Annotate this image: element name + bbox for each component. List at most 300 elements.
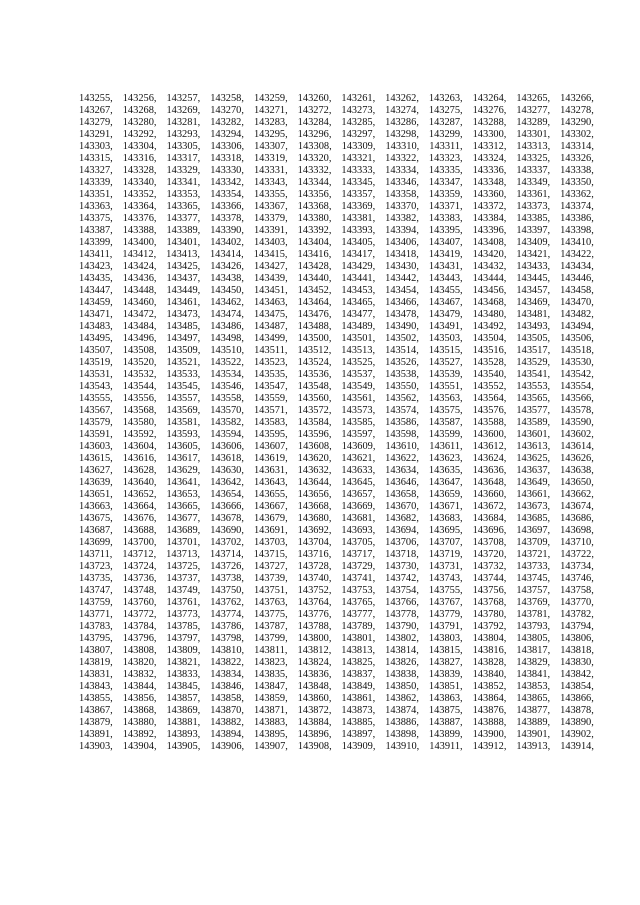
number-row — [79, 705, 594, 717]
number-item: 143713, — [166, 549, 200, 560]
number-item: 143643, — [253, 477, 288, 488]
number-item: 143689, — [166, 525, 201, 536]
number-item: 143599, — [428, 429, 463, 440]
number-item: 143323, — [428, 153, 463, 164]
number-item: 143495, — [79, 333, 113, 344]
number-item: 143523, — [253, 357, 288, 368]
number-item: 143265, — [516, 93, 551, 104]
number-item: 143734, — [560, 561, 594, 572]
number-item: 143770, — [560, 597, 594, 608]
number-item: 143601, — [516, 429, 551, 440]
number-item: 143296, — [297, 129, 332, 140]
number-item: 143777, — [341, 609, 376, 620]
number-item: 143876, — [472, 705, 507, 716]
number-row — [79, 609, 594, 621]
number-item: 143873, — [341, 705, 376, 716]
number-item: 143570, — [210, 405, 244, 416]
number-item: 143779, — [428, 609, 463, 620]
number-item: 143264, — [472, 93, 507, 104]
number-item: 143539, — [428, 369, 463, 380]
number-item: 143825, — [341, 657, 376, 668]
number-item: 143704, — [297, 537, 332, 548]
number-item: 143667, — [253, 501, 288, 512]
number-item: 143431, — [428, 261, 463, 272]
number-item: 143653, — [166, 489, 201, 500]
number-item: 143572, — [297, 405, 332, 416]
number-item: 143747, — [79, 585, 113, 596]
number-item: 143578, — [560, 405, 594, 416]
number-item: 143613, — [516, 441, 551, 452]
number-item: 143897, — [341, 729, 376, 740]
number-item: 143456, — [472, 285, 507, 296]
number-item: 143665, — [166, 501, 201, 512]
number-item: 143527, — [428, 357, 463, 368]
number-item: 143846, — [210, 681, 244, 692]
number-item: 143798, — [210, 633, 244, 644]
number-item: 143868, — [122, 705, 157, 716]
number-item: 143687, — [79, 525, 113, 536]
number-item: 143443, — [428, 273, 463, 284]
number-item: 143260, — [297, 93, 332, 104]
number-item: 143354, — [210, 189, 244, 200]
number-item: 143590, — [560, 417, 594, 428]
number-item: 143395, — [428, 225, 463, 236]
number-item: 143586, — [385, 417, 419, 428]
number-row — [79, 453, 594, 465]
number-item: 143278, — [560, 105, 594, 116]
number-row — [79, 345, 594, 357]
number-item: 143797, — [166, 633, 201, 644]
number-item: 143700, — [122, 537, 157, 548]
number-item: 143554, — [560, 381, 594, 392]
number-item: 143435, — [79, 273, 113, 284]
number-item: 143299, — [428, 129, 463, 140]
number-item: 143286, — [385, 117, 419, 128]
number-item: 143562, — [385, 393, 419, 404]
number-item: 143699, — [79, 537, 113, 548]
number-item: 143330, — [210, 165, 244, 176]
number-item: 143751, — [253, 585, 288, 596]
number-item: 143744, — [472, 573, 507, 584]
number-item: 143839, — [428, 669, 463, 680]
number-item: 143452, — [297, 285, 332, 296]
number-item: 143392, — [297, 225, 332, 236]
number-item: 143564, — [472, 393, 507, 404]
number-item: 143313, — [516, 141, 551, 152]
number-item: 143845, — [166, 681, 201, 692]
number-item: 143454, — [385, 285, 419, 296]
number-item: 143290, — [560, 117, 594, 128]
number-item: 143526, — [385, 357, 419, 368]
number-item: 143326, — [560, 153, 594, 164]
number-item: 143827, — [428, 657, 463, 668]
number-item: 143385, — [516, 213, 551, 224]
number-item: 143589, — [516, 417, 551, 428]
number-item: 143826, — [385, 657, 419, 668]
number-item: 143760, — [122, 597, 157, 608]
number-item: 143511, — [254, 345, 288, 356]
number-row — [79, 477, 594, 489]
number-item: 143502, — [385, 333, 419, 344]
number-item: 143522, — [210, 357, 244, 368]
number-item: 143504, — [472, 333, 507, 344]
number-item: 143647, — [428, 477, 463, 488]
number-item: 143603, — [79, 441, 113, 452]
number-item: 143602, — [560, 429, 594, 440]
number-item: 143685, — [516, 513, 551, 524]
number-item: 143394, — [385, 225, 419, 236]
number-item: 143838, — [385, 669, 419, 680]
number-item: 143622, — [385, 453, 419, 464]
number-item: 143581, — [166, 417, 201, 428]
number-item: 143543, — [79, 381, 113, 392]
number-item: 143880, — [122, 717, 157, 728]
number-item: 143676, — [122, 513, 157, 524]
number-item: 143337, — [516, 165, 551, 176]
number-item: 143844, — [122, 681, 157, 692]
number-row — [79, 441, 594, 453]
number-item: 143335, — [428, 165, 463, 176]
number-item: 143552, — [472, 381, 507, 392]
number-item: 143781, — [516, 609, 551, 620]
number-item: 143441, — [341, 273, 376, 284]
number-row — [79, 237, 594, 249]
number-item: 143729, — [341, 561, 376, 572]
number-item: 143398, — [560, 225, 594, 236]
number-item: 143767, — [428, 597, 463, 608]
number-item: 143465, — [341, 297, 376, 308]
number-item: 143551, — [428, 381, 463, 392]
number-item: 143573, — [341, 405, 376, 416]
number-item: 143701, — [166, 537, 201, 548]
number-item: 143471, — [79, 309, 113, 320]
number-item: 143258, — [210, 93, 244, 104]
number-item: 143753, — [341, 585, 376, 596]
number-item: 143353, — [166, 189, 201, 200]
number-item: 143651, — [79, 489, 113, 500]
number-item: 143615, — [79, 453, 113, 464]
number-item: 143862, — [385, 693, 419, 704]
number-item: 143575, — [428, 405, 463, 416]
number-item: 143338, — [560, 165, 594, 176]
number-item: 143414, — [209, 249, 244, 260]
number-item: 143637, — [516, 465, 551, 476]
number-item: 143315, — [79, 153, 113, 164]
number-row — [79, 717, 594, 729]
number-item: 143848, — [297, 681, 332, 692]
number-row — [79, 549, 594, 561]
number-item: 143627, — [79, 465, 113, 476]
number-item: 143730, — [385, 561, 419, 572]
number-item: 143871, — [253, 705, 288, 716]
number-item: 143810, — [210, 645, 245, 656]
number-item: 143819, — [79, 657, 113, 668]
number-item: 143776, — [297, 609, 332, 620]
number-item: 143745, — [516, 573, 551, 584]
number-item: 143322, — [385, 153, 419, 164]
number-item: 143432, — [472, 261, 507, 272]
number-item: 143623, — [428, 453, 463, 464]
number-item: 143533, — [166, 369, 201, 380]
number-item: 143813, — [341, 645, 376, 656]
number-item: 143520, — [122, 357, 157, 368]
number-item: 143596, — [297, 429, 332, 440]
number-item: 143383, — [428, 213, 463, 224]
number-item: 143327, — [79, 165, 113, 176]
number-item: 143574, — [385, 405, 419, 416]
number-item: 143835, — [253, 669, 288, 680]
number-item: 143898, — [385, 729, 419, 740]
number-item: 143634, — [385, 465, 419, 476]
number-item: 143399, — [79, 237, 113, 248]
number-item: 143773, — [166, 609, 201, 620]
number-row — [79, 261, 594, 273]
number-item: 143503, — [428, 333, 463, 344]
number-item: 143775, — [253, 609, 288, 620]
number-row — [79, 429, 594, 441]
number-item: 143735, — [79, 573, 113, 584]
number-item: 143351, — [79, 189, 113, 200]
number-item: 143403, — [253, 237, 288, 248]
number-item: 143705, — [341, 537, 376, 548]
number-item: 143343, — [253, 177, 288, 188]
number-item: 143524, — [297, 357, 332, 368]
number-item: 143769, — [516, 597, 551, 608]
number-item: 143339, — [79, 177, 113, 188]
number-item: 143352, — [122, 189, 157, 200]
number-item: 143433, — [516, 261, 551, 272]
number-row — [79, 537, 594, 549]
number-item: 143449, — [166, 285, 201, 296]
number-item: 143853, — [516, 681, 551, 692]
number-item: 143626, — [560, 453, 594, 464]
number-item: 143717, — [341, 549, 376, 560]
number-item: 143654, — [210, 489, 244, 500]
number-item: 143556, — [122, 393, 157, 404]
number-item: 143833, — [166, 669, 201, 680]
number-item: 143293, — [166, 129, 201, 140]
number-item: 143269, — [166, 105, 201, 116]
number-item: 143491, — [428, 321, 463, 332]
number-item: 143905, — [166, 741, 201, 752]
number-item: 143372, — [472, 201, 507, 212]
number-item: 143727, — [253, 561, 288, 572]
number-item: 143306, — [210, 141, 245, 152]
number-item: 143755, — [428, 585, 463, 596]
number-item: 143904, — [122, 741, 157, 752]
number-item: 143607, — [254, 441, 288, 452]
number-item: 143913, — [516, 741, 551, 752]
number-item: 143305, — [166, 141, 201, 152]
number-item: 143336, — [472, 165, 507, 176]
number-item: 143270, — [210, 105, 244, 116]
number-item: 143631, — [253, 465, 288, 476]
number-row — [79, 405, 594, 417]
number-item: 143477, — [341, 309, 376, 320]
number-item: 143867, — [79, 705, 113, 716]
number-row — [79, 561, 594, 573]
number-item: 143535, — [253, 369, 288, 380]
number-item: 143609, — [341, 441, 376, 452]
number-item: 143347, — [428, 177, 463, 188]
number-item: 143896, — [297, 729, 332, 740]
number-item: 143500, — [297, 333, 332, 344]
number-item: 143479, — [428, 309, 463, 320]
number-row — [79, 393, 594, 405]
number-item: 143267, — [79, 105, 113, 116]
number-item: 143793, — [516, 621, 551, 632]
number-item: 143459, — [79, 297, 113, 308]
number-row — [79, 225, 594, 237]
number-item: 143446, — [560, 273, 594, 284]
number-item: 143576, — [472, 405, 507, 416]
number-item: 143635, — [428, 465, 463, 476]
number-item: 143374, — [560, 201, 594, 212]
number-item: 143903, — [79, 741, 113, 752]
number-item: 143688, — [122, 525, 157, 536]
number-item: 143783, — [79, 621, 113, 632]
number-item: 143274, — [385, 105, 419, 116]
number-item: 143600, — [472, 429, 507, 440]
number-item: 143303, — [79, 141, 113, 152]
number-item: 143393, — [341, 225, 376, 236]
number-item: 143774, — [210, 609, 244, 620]
number-item: 143513, — [341, 345, 376, 356]
number-item: 143366, — [210, 201, 244, 212]
number-item: 143300, — [472, 129, 507, 140]
number-item: 143789, — [341, 621, 376, 632]
number-item: 143297, — [341, 129, 376, 140]
number-item: 143765, — [341, 597, 376, 608]
number-item: 143884, — [297, 717, 332, 728]
number-item: 143531, — [79, 369, 113, 380]
number-row — [79, 213, 594, 225]
number-item: 143448, — [122, 285, 157, 296]
number-item: 143809, — [166, 645, 201, 656]
number-item: 143425, — [166, 261, 201, 272]
number-row — [79, 177, 594, 189]
number-item: 143680, — [297, 513, 332, 524]
number-item: 143287, — [428, 117, 463, 128]
number-item: 143708, — [472, 537, 507, 548]
number-item: 143831, — [79, 669, 113, 680]
number-item: 143584, — [297, 417, 332, 428]
number-item: 143341, — [166, 177, 201, 188]
number-item: 143580, — [122, 417, 157, 428]
number-item: 143472, — [122, 309, 157, 320]
number-item: 143911, — [429, 741, 463, 752]
number-item: 143786, — [210, 621, 244, 632]
number-item: 143259, — [253, 93, 288, 104]
number-item: 143856, — [122, 693, 157, 704]
number-row — [79, 129, 594, 141]
number-item: 143370, — [385, 201, 419, 212]
number-item: 143489, — [341, 321, 376, 332]
number-item: 143645, — [341, 477, 376, 488]
number-row — [79, 585, 594, 597]
number-item: 143421, — [516, 249, 551, 260]
number-item: 143365, — [166, 201, 201, 212]
number-row — [79, 417, 594, 429]
number-item: 143598, — [385, 429, 419, 440]
number-item: 143629, — [166, 465, 201, 476]
number-item: 143542, — [560, 369, 594, 380]
number-item: 143614, — [560, 441, 594, 452]
number-item: 143514, — [385, 345, 419, 356]
number-item: 143593, — [166, 429, 201, 440]
number-item: 143909, — [341, 741, 376, 752]
number-item: 143888, — [472, 717, 507, 728]
number-item: 143800, — [297, 633, 332, 644]
number-item: 143423, — [79, 261, 113, 272]
number-item: 143611, — [429, 441, 463, 452]
number-item: 143429, — [341, 261, 376, 272]
number-item: 143763, — [253, 597, 288, 608]
number-item: 143787, — [253, 621, 288, 632]
number-item: 143683, — [428, 513, 463, 524]
number-item: 143750, — [210, 585, 244, 596]
number-row — [79, 93, 594, 105]
number-item: 143890, — [560, 717, 594, 728]
number-item: 143646, — [385, 477, 419, 488]
number-item: 143291, — [79, 129, 113, 140]
number-item: 143738, — [210, 573, 244, 584]
number-item: 143870, — [210, 705, 244, 716]
number-row — [79, 381, 594, 393]
number-item: 143824, — [297, 657, 332, 668]
number-item: 143389, — [166, 225, 201, 236]
number-item: 143816, — [472, 645, 507, 656]
number-item: 143859, — [253, 693, 288, 704]
number-item: 143388, — [122, 225, 157, 236]
number-item: 143649, — [516, 477, 551, 488]
number-item: 143364, — [122, 201, 157, 212]
number-item: 143821, — [166, 657, 201, 668]
number-item: 143455, — [428, 285, 463, 296]
number-item: 143863, — [428, 693, 463, 704]
number-row — [79, 141, 594, 153]
number-item: 143418, — [385, 249, 419, 260]
number-item: 143638, — [560, 465, 594, 476]
number-item: 143382, — [385, 213, 419, 224]
number-row — [79, 369, 594, 381]
number-item: 143557, — [166, 393, 201, 404]
number-item: 143877, — [516, 705, 551, 716]
number-item: 143417, — [341, 249, 376, 260]
number-item: 143478, — [385, 309, 419, 320]
number-item: 143807, — [79, 645, 113, 656]
number-item: 143642, — [210, 477, 244, 488]
number-item: 143698, — [560, 525, 594, 536]
number-item: 143902, — [560, 729, 594, 740]
number-item: 143820, — [122, 657, 157, 668]
number-item: 143277, — [516, 105, 551, 116]
number-item: 143780, — [472, 609, 507, 620]
number-item: 143458, — [560, 285, 594, 296]
number-item: 143886, — [385, 717, 419, 728]
number-item: 143878, — [560, 705, 594, 716]
number-item: 143294, — [210, 129, 244, 140]
number-item: 143630, — [210, 465, 244, 476]
number-item: 143301, — [516, 129, 551, 140]
number-item: 143830, — [560, 657, 594, 668]
number-item: 143694, — [385, 525, 419, 536]
number-item: 143696, — [472, 525, 507, 536]
number-item: 143711, — [79, 549, 113, 560]
number-item: 143817, — [516, 645, 551, 656]
number-item: 143662, — [560, 489, 594, 500]
number-item: 143482, — [560, 309, 594, 320]
